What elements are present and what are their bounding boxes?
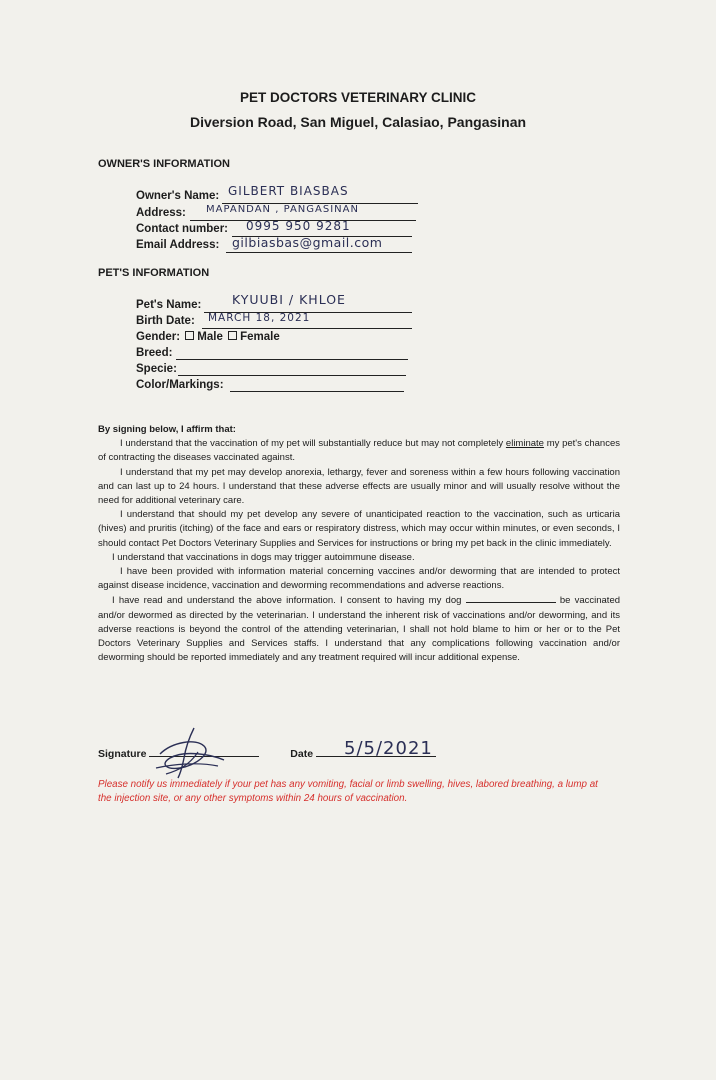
agreement-p1-rest: my pet's chances of contracting the diseases vaccinated against.	[98, 438, 620, 464]
handwritten-signature	[150, 724, 230, 780]
pet-birth-row	[136, 312, 426, 331]
pet-color-label: Color/Markings:	[136, 379, 224, 391]
pet-specie-row	[136, 363, 426, 379]
pet-birth-value[interactable]: MARCH 18, 2021	[208, 312, 311, 324]
owner-email-line	[226, 252, 412, 253]
owner-email-value[interactable]: gilbiasbas@gmail.com	[232, 235, 383, 250]
agreement-block	[98, 423, 620, 665]
pet-birth-line	[202, 328, 412, 329]
agreement-p1-underlined: eliminate	[505, 438, 544, 450]
owner-email-row	[136, 235, 436, 255]
agreement-p2: I understand that my pet may develop anorexia, lethargy, fever and soreness within a few hours following vaccination and can last up to 24 hours. I understand that these adverse effects are usually minor and will usually resolve without the need for additional veterinary care.	[98, 466, 620, 507]
owner-contact-value[interactable]: 0995 950 9281	[246, 219, 351, 233]
pet-section-title: PET'S INFORMATION	[98, 267, 210, 279]
owner-contact-label: Contact number:	[136, 223, 228, 235]
notice-text: Please notify us immediately if your pet has any vomiting, facial or limb swelling, hives, labored breathing, a lump at the injection site, or any other symptoms within 24 hours of vaccination.	[98, 779, 598, 804]
pet-color-row	[136, 379, 426, 395]
pet-breed-line[interactable]	[176, 359, 408, 360]
agreement-p1	[98, 437, 620, 465]
agreement-p5: I have been provided with information material concerning vaccines and/or deworming that are intended to protect against disease incidence, vaccination and deworming recommendations and adverse reactions.	[98, 566, 620, 592]
owner-name-value[interactable]: GILBERT BIASBAS	[228, 184, 349, 198]
clinic-address: Diversion Road, San Miguel, Calasiao, Pangasinan	[189, 114, 527, 130]
female-checkbox[interactable]	[228, 331, 237, 340]
pet-name-value[interactable]: KYUUBI / KHLOE	[232, 292, 346, 307]
pet-birth-label: Birth Date:	[136, 315, 195, 327]
signature-label: Signature	[98, 748, 147, 760]
pet-gender-label: Gender:	[136, 331, 181, 343]
pet-specie-label: Specie:	[136, 363, 177, 375]
female-option-label: Female	[240, 331, 280, 343]
pet-gender-row	[136, 331, 426, 347]
agreement-p3: I understand that should my pet develop any severe of unanticipated reaction to the vaccination, such as urticaria (hives) and pruritis (itching) of the face and ears or respiratory distress, which may occur within minutes, or even seconds, I should contact Pet Doctors Veterinary Supplies and Services for instructions or bring my pet back in the clinic immediately.	[98, 509, 620, 549]
date-label: Date	[290, 748, 314, 760]
owner-address-value[interactable]: MAPANDAN , PANGASINAN	[206, 204, 359, 215]
owner-name-label: Owner's Name:	[136, 190, 220, 202]
pet-color-line[interactable]	[230, 391, 404, 392]
male-option-label: Male	[197, 331, 223, 343]
owner-section-title: OWNER'S INFORMATION	[98, 158, 230, 170]
agreement-p1-text: I understand that the vaccination of my pet will substantially reduce but may not completely	[120, 438, 504, 450]
agreement-p6-text: I have read and understand the above information. I consent to having my dog	[112, 595, 462, 607]
agreement-p4: I understand that vaccinations in dogs may trigger autoimmune disease.	[112, 551, 415, 563]
pet-specie-line[interactable]	[178, 375, 406, 376]
owner-email-label: Email Address:	[136, 239, 220, 251]
dog-name-blank[interactable]	[466, 593, 556, 603]
pet-breed-row	[136, 347, 426, 363]
agreement-p6	[98, 593, 620, 665]
pet-breed-label: Breed:	[136, 347, 173, 359]
owner-address-label: Address:	[136, 207, 186, 219]
clinic-name: PET DOCTORS VETERINARY CLINIC	[239, 90, 477, 105]
agreement-p6-rest: be vaccinated and/or dewormed as directed by the veterinarian. I understand the inherent risk of vaccinations and/or deworming, and its adverse reactions is beyond the control of the attending veterinarian, I shall not hold blame to him or her or to the Pet Doctors Veterinary Supplies and Services staffs. I understand that any complications following vaccination and/or deworming should be reported immediately and any treatment required will incur additional expense.	[98, 595, 621, 664]
date-value[interactable]: 5/5/2021	[344, 738, 433, 759]
male-checkbox[interactable]	[185, 331, 194, 340]
agreement-heading: By signing below, I affirm that:	[98, 424, 236, 435]
pet-name-label: Pet's Name:	[136, 299, 202, 311]
